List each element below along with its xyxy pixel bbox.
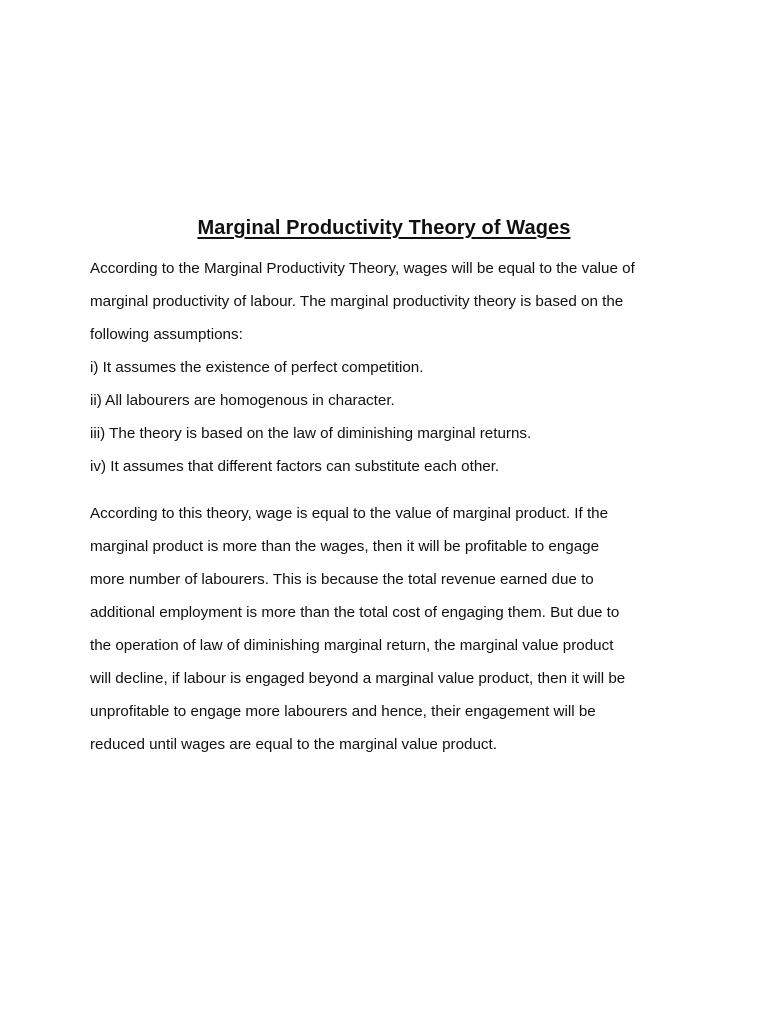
text-line: more number of labourers. This is because the total revenue earned due to [90,571,594,588]
page-title: Marginal Productivity Theory of Wages [197,217,571,239]
assumption-item: iv) It assumes that different factors can substitute each other. [90,458,500,475]
text-line: reduced until wages are equal to the marginal value product. [90,736,497,753]
text-line: According to this theory, wage is equal to the value of marginal product. If the [90,505,609,522]
text-line: According to the Marginal Productivity Theory, wages will be equal to the value of [90,260,635,277]
text-line: following assumptions: [90,326,243,343]
assumption-item: iii) The theory is based on the law of diminishing marginal returns. [90,425,532,442]
text-line: will decline, if labour is engaged beyond a marginal value product, then it will be [90,670,626,687]
text-line: additional employment is more than the total cost of engaging them. But due to [90,604,620,621]
text-line: marginal product is more than the wages, then it will be profitable to engage [90,538,600,555]
assumption-item: i) It assumes the existence of perfect competition. [90,359,424,376]
assumption-item: ii) All labourers are homogenous in character. [90,392,395,409]
text-line: the operation of law of diminishing marginal return, the marginal value product [90,637,614,654]
explanation-paragraph [90,497,690,761]
intro-paragraph [90,252,690,483]
text-line: unprofitable to engage more labourers and hence, their engagement will be [90,703,596,720]
text-line: marginal productivity of labour. The marginal productivity theory is based on the [90,293,624,310]
